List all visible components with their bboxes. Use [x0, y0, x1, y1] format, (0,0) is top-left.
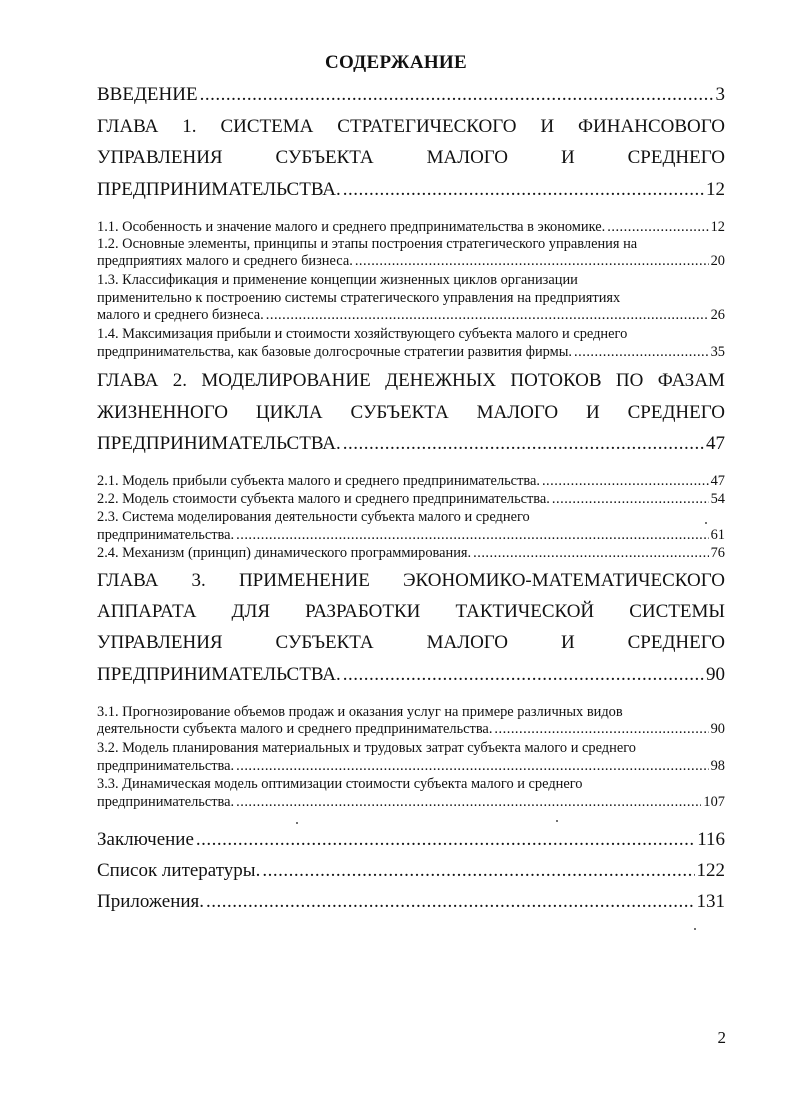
toc-entry-3-1 — [97, 721, 725, 738]
heading-word: СРЕДНЕГО — [627, 402, 725, 423]
chapter2-heading-line1 — [97, 370, 725, 392]
toc-entry-1-4 — [97, 344, 725, 361]
heading-word: ДЛЯ — [231, 601, 271, 622]
toc-page: 61 — [710, 527, 725, 543]
toc-label: 2.2. Модель стоимости субъекта малого и среднего предпринимательства. — [97, 491, 550, 507]
toc-entry-1-1 — [97, 219, 725, 236]
toc-label: ПРЕДПРИНИМАТЕЛЬСТВА. — [97, 179, 341, 200]
toc-entry-1-2-text: 1.2. Основные элементы, принципы и этапы построения стратегического управления на — [97, 236, 638, 252]
dot-leader — [206, 891, 694, 913]
toc-label: предпринимательства. — [97, 794, 235, 810]
toc-entry-3-3-text: 3.3. Динамическая модель оптимизации стоимости субъекта малого и среднего — [97, 776, 583, 792]
chapter1-heading-line1 — [97, 116, 725, 138]
heading-word: ЦИКЛА — [255, 402, 323, 423]
heading-word: МАЛОГО — [426, 147, 509, 168]
dot-leader — [494, 721, 708, 738]
toc-label: малого и среднего бизнеса. — [97, 307, 264, 323]
toc-label: Список литературы. — [97, 860, 261, 881]
toc-label: предпринимательства. — [97, 527, 235, 543]
heading-word: ФАЗАМ — [657, 370, 725, 391]
heading-word: ГЛАВА — [97, 570, 159, 591]
heading-word: МОДЕЛИРОВАНИЕ — [201, 370, 371, 391]
toc-page: 26 — [710, 307, 725, 323]
toc-page: 122 — [696, 860, 725, 881]
heading-word: ГЛАВА — [97, 116, 159, 137]
dot-leader — [574, 344, 709, 361]
toc-entry-chapter2 — [97, 433, 725, 455]
dot-leader — [355, 253, 709, 270]
dot-leader — [236, 794, 701, 811]
heading-word: И — [540, 116, 555, 137]
heading-word: АППАРАТА — [97, 601, 197, 622]
toc-page: 47 — [710, 473, 725, 489]
dot-leader — [343, 433, 704, 455]
heading-word: ТАКТИЧЕСКОЙ — [455, 601, 595, 622]
toc-entry-appendix — [97, 891, 725, 913]
toc-label: Приложения. — [97, 891, 205, 912]
toc-entry-3-3 — [97, 794, 725, 811]
heading-word: И — [585, 402, 600, 423]
toc-entry-conclusion — [97, 829, 725, 851]
toc-entry-3-2-text: 3.2. Модель планирования материальных и трудовых затрат субъекта малого и среднего — [97, 740, 636, 756]
toc-label: ВВЕДЕНИЕ — [97, 84, 198, 105]
heading-word: ГЛАВА — [97, 370, 159, 391]
toc-page: 90 — [706, 664, 725, 685]
toc-page: 20 — [710, 253, 725, 269]
toc-entry-1-2 — [97, 253, 725, 270]
toc-label: 1.1. Особенность и значение малого и среднего предпринимательства в экономике. — [97, 219, 606, 235]
heading-word: ПО — [615, 370, 644, 391]
dot-leader — [266, 307, 709, 324]
toc-entry-2-2 — [97, 491, 725, 508]
dot-leader — [236, 758, 708, 775]
toc-entry-1-3-text1: 1.3. Классификация и применение концепции жизненных циклов организации — [97, 272, 578, 288]
toc-entry-3-1-text: 3.1. Прогнозирование объемов продаж и оказания услуг на примере различных видов — [97, 704, 623, 720]
heading-word: ЭКОНОМИКО-МАТЕМАТИЧЕСКОГО — [402, 570, 725, 591]
dot-leader — [236, 527, 708, 544]
dot-leader — [473, 545, 708, 562]
toc-page: 12 — [706, 179, 725, 200]
heading-word: СРЕДНЕГО — [627, 632, 725, 653]
dot-leader — [607, 219, 708, 236]
toc-entry-2-3-text: 2.3. Система моделирования деятельности субъекта малого и среднего — [97, 509, 530, 525]
dot-leader — [343, 664, 704, 686]
heading-word: МАЛОГО — [426, 632, 509, 653]
heading-word: ФИНАНСОВОГО — [578, 116, 725, 137]
heading-word: РАЗРАБОТКИ — [305, 601, 421, 622]
toc-label: предпринимательства. — [97, 758, 235, 774]
heading-word: СИСТЕМЫ — [629, 601, 725, 622]
toc-page: 116 — [697, 829, 725, 850]
heading-word: СУБЪЕКТА — [275, 632, 374, 653]
toc-label: 2.1. Модель прибыли субъекта малого и среднего предпринимательства. — [97, 473, 540, 489]
scan-speck — [556, 820, 558, 822]
heading-word: МАЛОГО — [476, 402, 559, 423]
heading-word: 2. — [172, 370, 187, 391]
dot-leader — [343, 179, 704, 201]
heading-word: УПРАВЛЕНИЯ — [97, 632, 223, 653]
toc-label: предпринимательства, как базовые долгосрочные стратегии развития фирмы. — [97, 344, 573, 360]
page-number: 2 — [717, 1028, 726, 1047]
heading-word: СТРАТЕГИЧЕСКОГО — [337, 116, 517, 137]
toc-page: 47 — [706, 433, 725, 454]
heading-word: СРЕДНЕГО — [627, 147, 725, 168]
toc-page: 12 — [710, 219, 725, 235]
heading-word: ДЕНЕЖНЫХ — [385, 370, 497, 391]
toc-entry-references — [97, 860, 725, 882]
dot-leader — [262, 860, 694, 882]
toc-entry-1-4-text: 1.4. Максимизация прибыли и стоимости хозяйствующего субъекта малого и среднего — [97, 326, 628, 342]
toc-label: 2.4. Механизм (принцип) динамического программирования. — [97, 545, 472, 561]
toc-label: деятельности субъекта малого и среднего предпринимательства. — [97, 721, 493, 737]
dot-leader — [552, 491, 709, 508]
heading-word: И — [560, 632, 575, 653]
dot-leader — [200, 84, 714, 106]
toc-label: ПРЕДПРИНИМАТЕЛЬСТВА. — [97, 664, 341, 685]
toc-page: 35 — [710, 344, 725, 360]
toc-page: 98 — [710, 758, 725, 774]
toc-entry-1-3 — [97, 307, 725, 324]
heading-word: ЖИЗНЕННОГО — [97, 402, 228, 423]
chapter3-heading-line1 — [97, 570, 725, 592]
chapter3-heading-line3 — [97, 632, 725, 654]
toc-label: ПРЕДПРИНИМАТЕЛЬСТВА. — [97, 433, 341, 454]
heading-word: СУБЪЕКТА — [350, 402, 449, 423]
heading-word: СУБЪЕКТА — [275, 147, 374, 168]
dot-leader — [196, 829, 695, 851]
toc-entry-2-4 — [97, 545, 725, 562]
toc-entry-1-3-text2: применительно к построению системы стратегического управления на предприятиях — [97, 290, 621, 306]
toc-entry-intro — [97, 84, 725, 106]
toc-entry-2-3 — [97, 527, 725, 544]
heading-word: СИСТЕМА — [220, 116, 314, 137]
chapter3-heading-line2 — [97, 601, 725, 623]
toc-page: 76 — [710, 545, 725, 561]
toc-entry-3-2 — [97, 758, 725, 775]
scan-speck — [296, 822, 298, 824]
scan-speck — [694, 928, 696, 930]
heading-word: ПОТОКОВ — [510, 370, 602, 391]
heading-word: И — [560, 147, 575, 168]
toc-page: 131 — [696, 891, 725, 912]
page-title: СОДЕРЖАНИЕ — [325, 52, 467, 73]
heading-word: 1. — [182, 116, 197, 137]
toc-page: 107 — [703, 794, 725, 810]
toc-label: Заключение — [97, 829, 194, 850]
toc-entry-chapter3 — [97, 664, 725, 686]
toc-label: предприятиях малого и среднего бизнеса. — [97, 253, 353, 269]
chapter2-heading-line2 — [97, 402, 725, 424]
toc-page: 90 — [710, 721, 725, 737]
chapter1-heading-line2 — [97, 147, 725, 169]
scan-speck — [705, 522, 707, 524]
toc-entry-2-1 — [97, 473, 725, 490]
toc-entry-chapter1 — [97, 179, 725, 201]
heading-word: ПРИМЕНЕНИЕ — [238, 570, 370, 591]
toc-page: 54 — [710, 491, 725, 507]
dot-leader — [542, 473, 709, 490]
heading-word: УПРАВЛЕНИЯ — [97, 147, 223, 168]
heading-word: 3. — [191, 570, 206, 591]
toc-page: 3 — [715, 84, 725, 105]
